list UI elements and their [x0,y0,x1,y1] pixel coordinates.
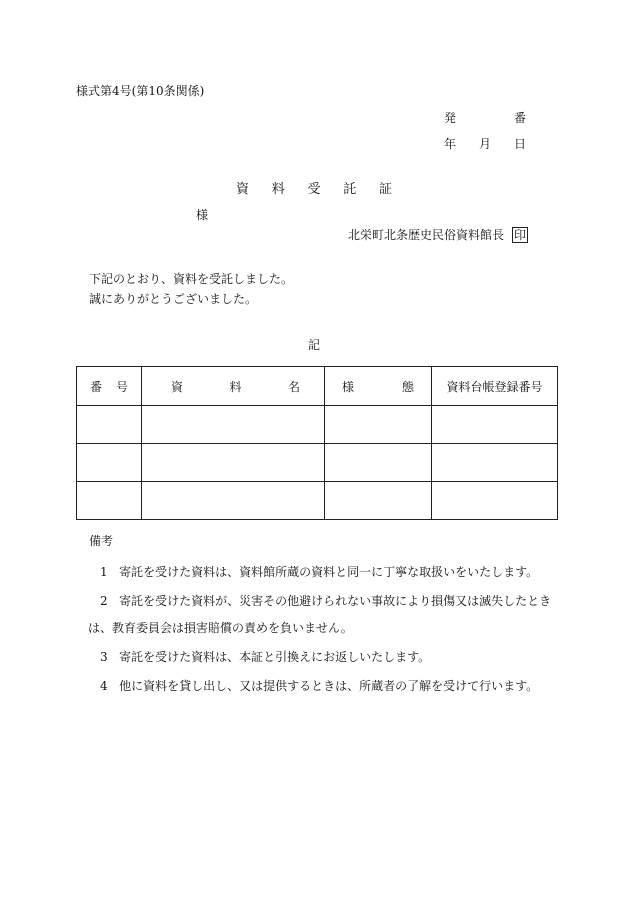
table-cell[interactable] [142,444,325,482]
seal-mark: 印 [514,228,527,242]
note-number: 2 [100,594,108,608]
header-material-name: 資 料 名 [142,367,325,406]
items-table [76,366,558,520]
header-condition: 様 態 [325,367,432,406]
form-label: 様式第4号(第10条関係) [76,84,205,98]
note-item [100,680,560,692]
table-cell[interactable] [325,444,432,482]
note-number: 1 [100,565,108,579]
header-registry-number: 資料台帳登録番号 [432,367,558,406]
body-line-1: 下記のとおり、資料を受託しました。 [89,272,294,286]
table-cell[interactable] [142,482,325,520]
table-cell[interactable] [77,482,142,520]
note-text: 他に資料を貸し出し、又は提供するときは、所蔵者の了解を受けて行います。 [119,679,539,693]
note-item [100,651,560,663]
remarks-list [88,565,560,709]
remarks-label: 備考 [89,534,114,548]
table-cell[interactable] [142,406,325,444]
table-cell[interactable] [432,482,558,520]
note-text: 寄託を受けた資料が、災害その他避けられない事故により損傷又は滅失したとき [119,594,552,608]
note-text-continued: は、教育委員会は損害賠償の責めを負いません。 [88,621,353,635]
issue-number: 発 番 [444,111,526,125]
note-number: 4 [100,679,108,693]
issuer-name: 北栄町北条歴史民俗資料館長 [348,228,505,242]
note-text: 寄託を受けた資料は、本証と引換えにお返しいたします。 [119,650,431,664]
date-day: 日 [513,137,526,151]
table-row [77,482,558,520]
header-number: 番 号 [77,367,142,406]
ki-heading: 記 [308,338,321,352]
table-header-row [77,367,558,406]
table-cell[interactable] [77,444,142,482]
issuer-line [348,227,528,243]
recipient-suffix: 様 [196,208,209,222]
table-cell[interactable] [325,406,432,444]
document-title: 資 料 受 託 証 [236,182,392,197]
note-number: 3 [100,650,108,664]
table-cell[interactable] [432,444,558,482]
note-item [88,594,560,635]
body-line-2: 誠にありがとうございました。 [89,292,258,306]
date-month: 月 [478,137,491,151]
issue-date [444,138,526,150]
table-cell[interactable] [432,406,558,444]
note-item [100,566,560,578]
date-year: 年 [444,137,457,151]
table-row [77,444,558,482]
table-cell[interactable] [77,406,142,444]
table-cell[interactable] [325,482,432,520]
table-row [77,406,558,444]
note-text: 寄託を受けた資料は、資料館所蔵の資料と同一に丁寧な取扱いをいたします。 [119,565,539,579]
